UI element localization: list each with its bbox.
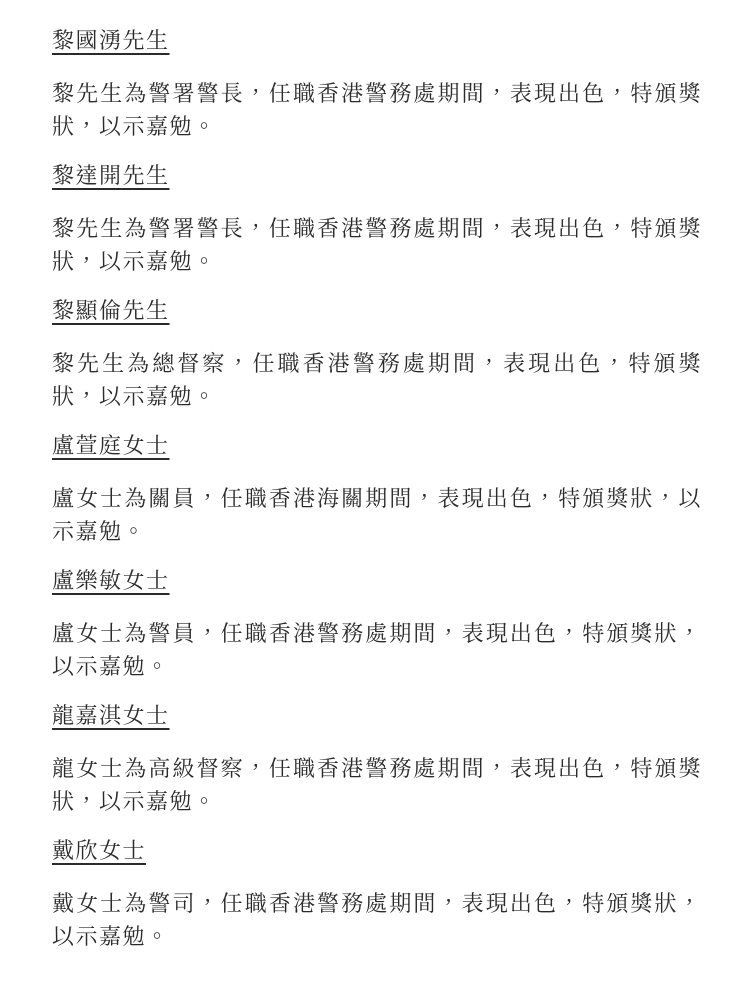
recipient-name: 戴欣女士 (52, 839, 147, 864)
commendation-entry (52, 295, 702, 414)
recipient-name: 盧萱庭女士 (52, 434, 170, 459)
recipient-name: 盧樂敏女士 (52, 569, 170, 594)
citation-text: 黎先生為警署警長，任職香港警務處期間，表現出色，特頒獎狀，以示嘉勉。 (52, 217, 702, 275)
commendation-entry (52, 700, 702, 819)
citation-text: 盧女士為關員，任職香港海關期間，表現出色，特頒獎狀，以示嘉勉。 (52, 487, 702, 545)
citation-text: 黎先生為警署警長，任職香港警務處期間，表現出色，特頒獎狀，以示嘉勉。 (52, 82, 702, 140)
citation-text: 龍女士為高級督察，任職香港警務處期間，表現出色，特頒獎狀，以示嘉勉。 (52, 757, 702, 815)
citation-text: 盧女士為警員，任職香港警務處期間，表現出色，特頒獎狀，以示嘉勉。 (52, 622, 702, 680)
commendation-entry (52, 25, 702, 144)
commendation-entry (52, 160, 702, 279)
commendation-entry (52, 430, 702, 549)
recipient-name: 黎國湧先生 (52, 29, 170, 54)
recipient-name: 龍嘉淇女士 (52, 704, 170, 729)
recipient-name: 黎達開先生 (52, 164, 170, 189)
commendation-entry (52, 565, 702, 684)
commendation-entry (52, 835, 702, 954)
citation-text: 戴女士為警司，任職香港警務處期間，表現出色，特頒獎狀，以示嘉勉。 (52, 892, 702, 950)
recipient-name: 黎顯倫先生 (52, 299, 170, 324)
citation-text: 黎先生為總督察，任職香港警務處期間，表現出色，特頒獎狀，以示嘉勉。 (52, 352, 702, 410)
